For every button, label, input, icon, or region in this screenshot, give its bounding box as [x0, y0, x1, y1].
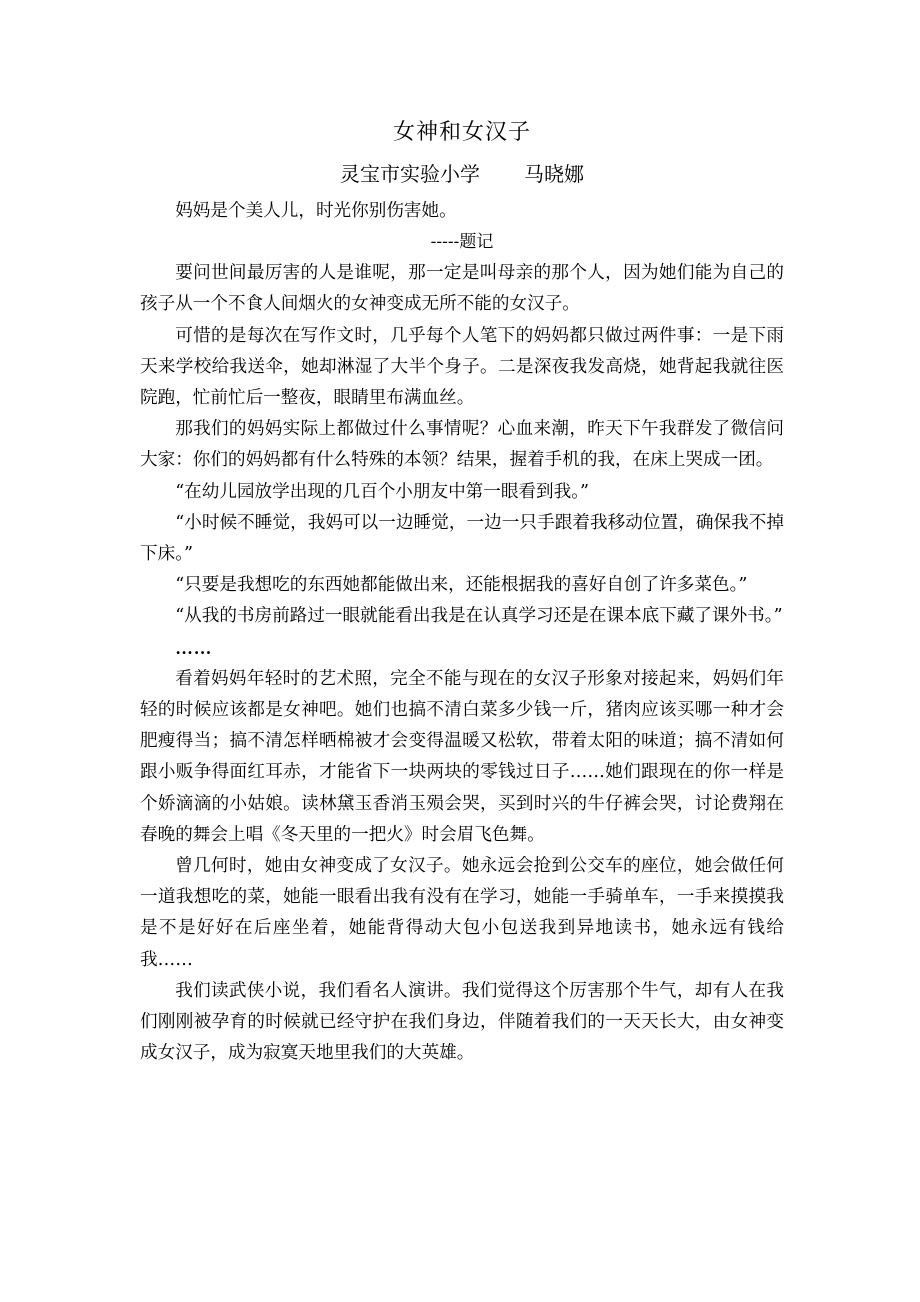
document-page [140, 118, 784, 1069]
ellipsis-line: …… [175, 637, 213, 658]
quote-3: “只要是我想吃的东西她都能做出来，还能根据我的喜好自创了许多菜色。” [175, 575, 748, 596]
epigraph-text: 妈妈是个美人儿，时光你别伤害她。 [175, 201, 457, 221]
epigraph-sign: -----题记 [430, 232, 494, 253]
paragraph-4: 看着妈妈年轻时的艺术照，完全不能与现在的女汉子形象对接起来，妈妈们年轻的时候应该都是女神吧。她们也搞不清白菜多少钱一斤，猪肉应该买哪一种才会肥瘦得当；搞不清怎样晒棉被才会变得温暖又松软，带着太阳的味道；搞不清如何跟小贩争得面红耳赤，才能省下一块两块的零钱过日子……她们跟现在的你一样是个娇滴滴的小姑娘。读林黛玉香消玉殒会哭，买到时兴的牛仔裤会哭，讨论费翔在春晚的舞会上唱《冬天里的一把火》时会眉飞色舞。 [140, 668, 784, 845]
quote-1: “在幼儿园放学出现的几百个小朋友中第一眼看到我。” [175, 481, 590, 502]
paragraph-1: 要问世间最厉害的人是谁呢，那一定是叫母亲的那个人，因为她们能为自己的孩子从一个不食人间烟火的女神变成无所不能的女汉子。 [140, 263, 784, 315]
essay-title: 女神和女汉子 [392, 120, 531, 145]
author-line [140, 160, 784, 188]
paragraph-5: 曾几何时，她由女神变成了女汉子。她永远会抢到公交车的座位，她会做任何一道我想吃的菜，她能一眼看出我有没有在学习，她能一手骑单车，一手来摸摸我是不是好好在后座坐着，她能背得动大包小包送我到异地读书，她永远有钱给我…… [140, 856, 784, 970]
quote-4: “从我的书房前路过一眼就能看出我是在认真学习还是在课本底下藏了课外书。” [175, 606, 783, 627]
author-name: 马晓娜 [524, 162, 584, 186]
quote-2: “小时候不睡觉，我妈可以一边睡觉，一边一只手跟着我移动位置，确保我不掉下床。” [140, 512, 784, 565]
paragraph-6: 我们读武侠小说，我们看名人演讲。我们觉得这个厉害那个牛气，却有人在我们刚刚被孕育的时候就已经守护在我们身边，伴随着我们的一天天长大，由女神变成女汉子，成为寂寞天地里我们的大英雄。 [140, 980, 784, 1064]
paragraph-2: 可惜的是每次在写作文时，几乎每个人笔下的妈妈都只做过两件事：一是下雨天来学校给我送伞，她却淋湿了大半个身子。二是深夜我发高烧，她背起我就往医院跑，忙前忙后一整夜，眼睛里布满血丝。 [140, 325, 784, 409]
paragraph-3: 那我们的妈妈实际上都做过什么事情呢？心血来潮，昨天下午我群发了微信问大家：你们的妈妈都有什么特殊的本领？结果，握着手机的我，在床上哭成一团。 [140, 419, 784, 471]
author-school: 灵宝市实验小学 [340, 162, 480, 186]
